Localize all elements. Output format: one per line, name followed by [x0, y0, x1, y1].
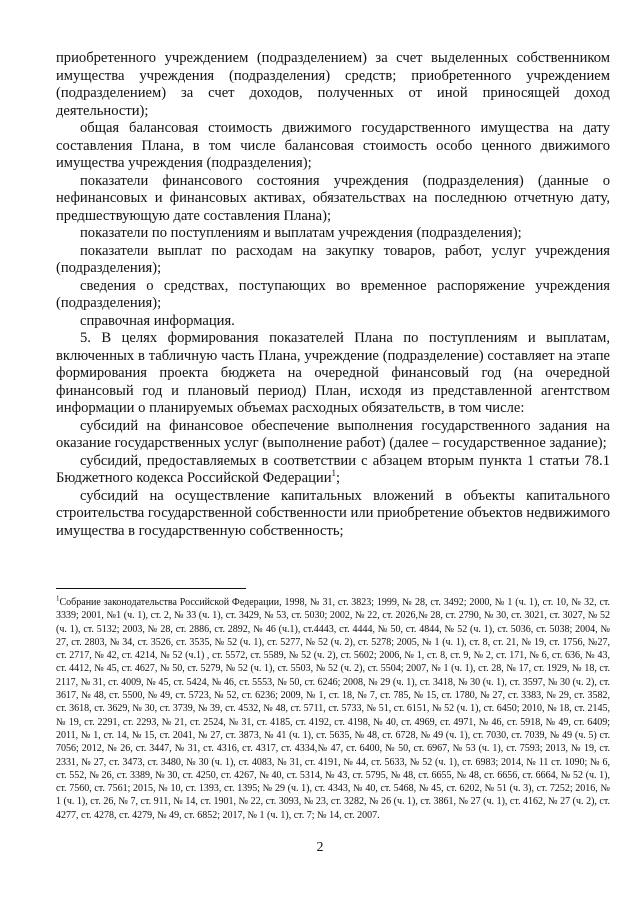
paragraph: сведения о средствах, поступающих во временное распоряжение учреждения (подразделения);: [56, 277, 610, 311]
paragraph: приобретенного учреждением (подразделением) за счет выделенных собственником имущества учреждения (подразделения) средств; приобретенного учреждением (подразделением) за счет доходов, полученных от иной приносящей доход деятельности);: [56, 50, 610, 119]
paragraph: субсидий на осуществление капитальных вложений в объекты капитального строительства государственной собственности или приобретение объектов недвижимого имущества в государственную собственность;: [56, 487, 610, 539]
paragraph-tail: ;: [336, 470, 341, 486]
body-text: [56, 50, 610, 540]
paragraph: показатели выплат по расходам на закупку товаров, работ, услуг учреждения (подразделения);: [56, 242, 610, 276]
paragraph: показатели финансового состояния учреждения (подразделения) (данные о нефинансовых и финансовых активах, обязательствах на последнюю отчетную дату, предшествующую дате составления Плана);: [56, 172, 610, 224]
paragraph: показатели по поступлениям и выплатам учреждения (подразделения);: [80, 225, 522, 241]
paragraph: 5. В целях формирования показателей Плана по поступлениям и выплатам, включенных в табличную часть Плана, учреждение (подразделение) составляет на этапе формирования проекта бюджета на очередной финансовый год (на очередной финансовый год и плановый период) План, исходя из представленной агентством информации о планируемых объемах расходных обязательств, в том числе:: [56, 330, 610, 416]
paragraph: общая балансовая стоимость движимого государственного имущества на дату составления Плана, в том числе балансовая стоимость особо ценного движимого имущества учреждения (подразделения);: [56, 120, 610, 171]
footnote-reference[interactable]: 1: [331, 468, 337, 479]
paragraph-text: субсидий, предоставляемых в соответствии с абзацем вторым пункта 1 статьи 78.1 Бюджетного кодекса Российской Федерации: [56, 452, 610, 486]
paragraph: субсидий на финансовое обеспечение выполнения государственного задания на оказание государственных услуг (выполнение работ) (далее – государственное задание);: [56, 417, 610, 451]
footnote-text: Собрание законодательства Российской Федерации, 1998, № 31, ст. 3823; 1999, № 28, ст. 3492; 2000, № 1 (ч. 1), ст. 10, № 32, ст. 3339; 2001, №1 (ч. 1), ст. 2, № 33 (ч. 1), ст. 3429, № 53, ст. 5030; 2002, № 22, ст. 2026,№ 28, ст. 2790, № 30, ст. 3021, ст. 3027, № 52 (ч. 1), ст. 5132; 2003, № 28, ст. 2886, ст. 2892, № 46 (ч.1), ст.4443, ст. 4444, № 50, ст. 4844, № 52 (ч. 1), ст. 5036, ст. 5038; 2004, № 27, ст. 2803, № 34, ст. 3526, ст. 3535, № 52 (ч. 1), ст. 5277, № 52 (ч. 2), ст. 5278; 2005, № 1 (ч. 1), ст. 8, ст. 21, № 19, ст. 1756, №27, ст. 2717, № 42, ст. 4214, № 52 (ч.1) , ст. 5572, ст. 5589, № 52 (ч. 2), ст. 5602; 2006, № 1, ст. 8, ст. 9, № 2, ст. 171, № 6, ст. 636, № 43, ст. 4412, № 45, ст. 4627, № 50, ст. 5279, № 52 (ч. 1), ст. 5503, № 52 (ч. 2), ст. 5504; 2007, № 1 (ч. 1), ст. 28, № 17, ст. 1929, № 18, ст. 2117, № 31, ст. 4009, № 45, ст. 5424, № 46, ст. 5553, № 50, ст. 6246; 2008, № 29 (ч. 1), ст. 3418, № 30 (ч. 1), ст. 3597, № 30 (ч. 2), ст. 3617, № 48, ст. 5500, № 49, ст. 5723, № 52, ст. 6236; 2009, № 1, ст. 18, № 7, ст. 785, № 15, ст. 1780, № 27, ст. 3383, № 29, ст. 3582, ст. 3618, ст. 3629, № 30, ст. 3739, № 39, ст. 4532, № 48, ст. 5711, ст. 5733, № 51, ст. 6151, № 52 (ч. 1), ст. 6450; 2010, № 18, ст. 2145, № 19, ст. 2291, ст. 2293, № 21, ст. 2524, № 31, ст. 4185, ст. 4192, ст. 4198, № 40, ст. 4969, ст. 4971, № 46, ст. 5918, № 49, ст. 6409; 2011, № 1, ст. 14, № 15, ст. 2041, № 27, ст. 3873, № 41 (ч. 1), ст. 5635, № 48, ст. 6728, № 49 (ч. 1), ст. 7030, ст. 7039, № 49 (ч. 5) ст. 7056; 2012, № 26, ст. 3447, № 31, ст. 4316, ст. 4317, ст. 4334,№ 47, ст. 6400, № 50, ст. 6967, № 53 (ч. 1), ст. 7593; 2013, № 19, ст. 2331, № 27, ст. 3473, ст. 3480, № 30 (ч. 1), ст. 4083, № 31, ст. 4191, № 44, ст. 5633, № 52 (ч. 1), ст. 6983; 2014, № 11 ст. 1090; № 6, ст. 552, № 26, ст. 3389, № 30, ст. 4250, ст. 4267, № 40, ст. 5314, № 43, ст. 5795, № 48, ст. 6655, № 48, ст. 6656, ст. 6664, № 52 (ч. 1), ст. 7560, ст. 7561; 2015, № 10, ст. 1393, ст. 1395; № 29 (ч. 1), ст. 4343, № 40, ст. 5468, № 45, ст. 6202, № 51 (ч. 3), ст. 7252; 2016, № 1 (ч. 1), ст. 26, № 7, ст. 911, № 14, ст. 1901, № 22, ст. 3093, № 23, ст. 3282, № 26 (ч. 1), ст. 3861, № 27 (ч. 1), ст. 4162, № 27 (ч. 2), ст. 4277, ст. 4278, ст. 4279, № 49, ст. 6852; 2017, № 1 (ч. 1), ст. 7; № 14, ст. 2007.: [56, 597, 610, 821]
footnote-marker: 1: [56, 594, 60, 603]
paragraph: справочная информация.: [80, 312, 235, 329]
footnote: [56, 596, 610, 822]
page-number: 2: [316, 840, 324, 855]
footnote-separator: [56, 588, 246, 589]
paragraph-with-footnote: [56, 453, 610, 488]
